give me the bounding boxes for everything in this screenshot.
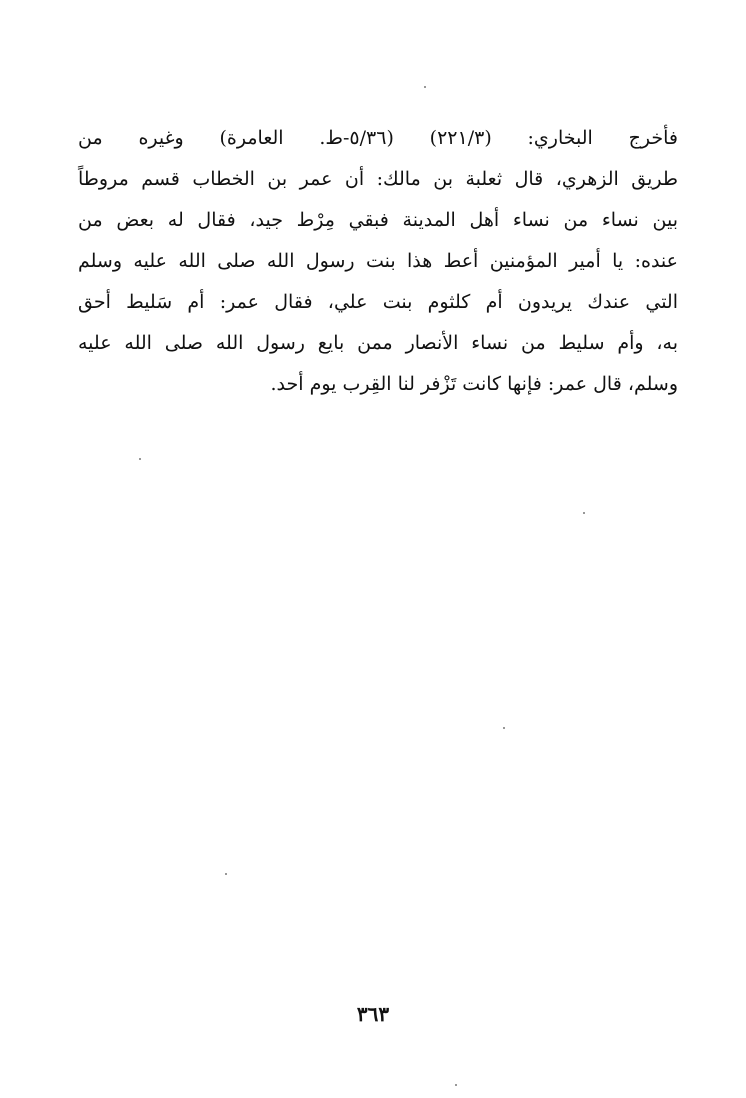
- text-line-5: التي عندك يريدون أم كلثوم بنت علي، فقال عمر: أم سَليط أحق: [78, 291, 678, 313]
- scan-speck: [583, 512, 585, 514]
- text-line-1: فأخرج البخاري: (٢٢١/٣) (٥/٣٦-ط. العامرة) وغيره من: [78, 127, 678, 149]
- scan-speck: [139, 458, 141, 460]
- page-number: ٣٦٣: [356, 1002, 390, 1026]
- text-line-6: به، وأم سليط من نساء الأنصار ممن بايع رسول الله صلى الله عليه: [78, 332, 678, 354]
- text-line-2: طريق الزهري، قال ثعلبة بن مالك: أن عمر بن الخطاب قسم مروطاً: [78, 168, 678, 190]
- text-line-4: عنده: يا أمير المؤمنين أعط هذا بنت رسول الله صلى الله عليه وسلم: [78, 250, 678, 272]
- text-line-7: وسلم، قال عمر: فإنها كانت تَزْفر لنا القِرب يوم أحد.: [270, 373, 678, 395]
- body-text: [78, 118, 678, 405]
- scan-speck: [503, 727, 505, 729]
- scan-speck: [455, 1084, 457, 1086]
- scan-speck: [225, 873, 227, 875]
- text-line-3: بين نساء من نساء أهل المدينة فبقي مِرْط جيد، فقال له بعض من: [78, 209, 678, 231]
- scan-speck: [424, 86, 426, 88]
